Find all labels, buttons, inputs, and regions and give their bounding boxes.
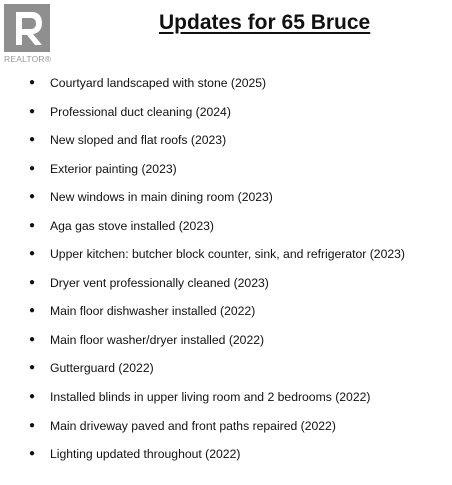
list-item-text: Professional duct cleaning (2024) (50, 104, 231, 119)
list-item-text: Installed blinds in upper living room and 2 bedrooms (2022) (50, 390, 371, 405)
bullet-icon: ● (29, 448, 36, 460)
list-item-text: Courtyard landscaped with stone (2025) (50, 76, 267, 90)
bullet-icon: ● (29, 248, 36, 260)
bullet-icon: ● (29, 105, 36, 117)
list-item-text: New sloped and flat roofs (2023) (50, 133, 227, 148)
list-item-text: Aga gas stove installed (2023) (50, 218, 214, 233)
realtor-wordmark: REALTOR® (4, 54, 52, 64)
list-item-text: Lighting updated throughout (2022) (50, 447, 241, 462)
bullet-icon: ● (29, 134, 36, 146)
list-item-text: New windows in main dining room (2023) (50, 190, 273, 205)
bullet-icon: ● (29, 333, 36, 345)
page-title: Updates for 65 Bruce (159, 11, 371, 34)
bullet-icon: ● (29, 191, 36, 203)
bullet-icon: ● (29, 162, 36, 174)
bullet-icon: ● (29, 77, 36, 88)
list-item-text: Main driveway paved and front paths repaired (2022) (50, 418, 336, 433)
bullet-icon: ● (29, 362, 36, 374)
list-item-text: Upper kitchen: butcher block counter, sink, and refrigerator (2023) (50, 247, 405, 262)
list-item-text: Gutterguard (2022) (50, 361, 154, 376)
list-item-text: Dryer vent professionally cleaned (2023) (50, 275, 269, 290)
list-item-text: Main floor dishwasher installed (2022) (50, 304, 256, 319)
realtor-r-logo-icon (4, 4, 50, 52)
list-item-text: Main floor washer/dryer installed (2022) (50, 332, 265, 347)
realtor-logo (4, 4, 50, 64)
bullet-icon: ● (29, 219, 36, 231)
list-item-text: Exterior painting (2023) (50, 161, 177, 176)
bullet-icon: ● (29, 276, 36, 288)
bullet-icon: ● (29, 419, 36, 431)
bullet-icon: ● (29, 305, 36, 317)
bullet-icon: ● (29, 391, 36, 403)
